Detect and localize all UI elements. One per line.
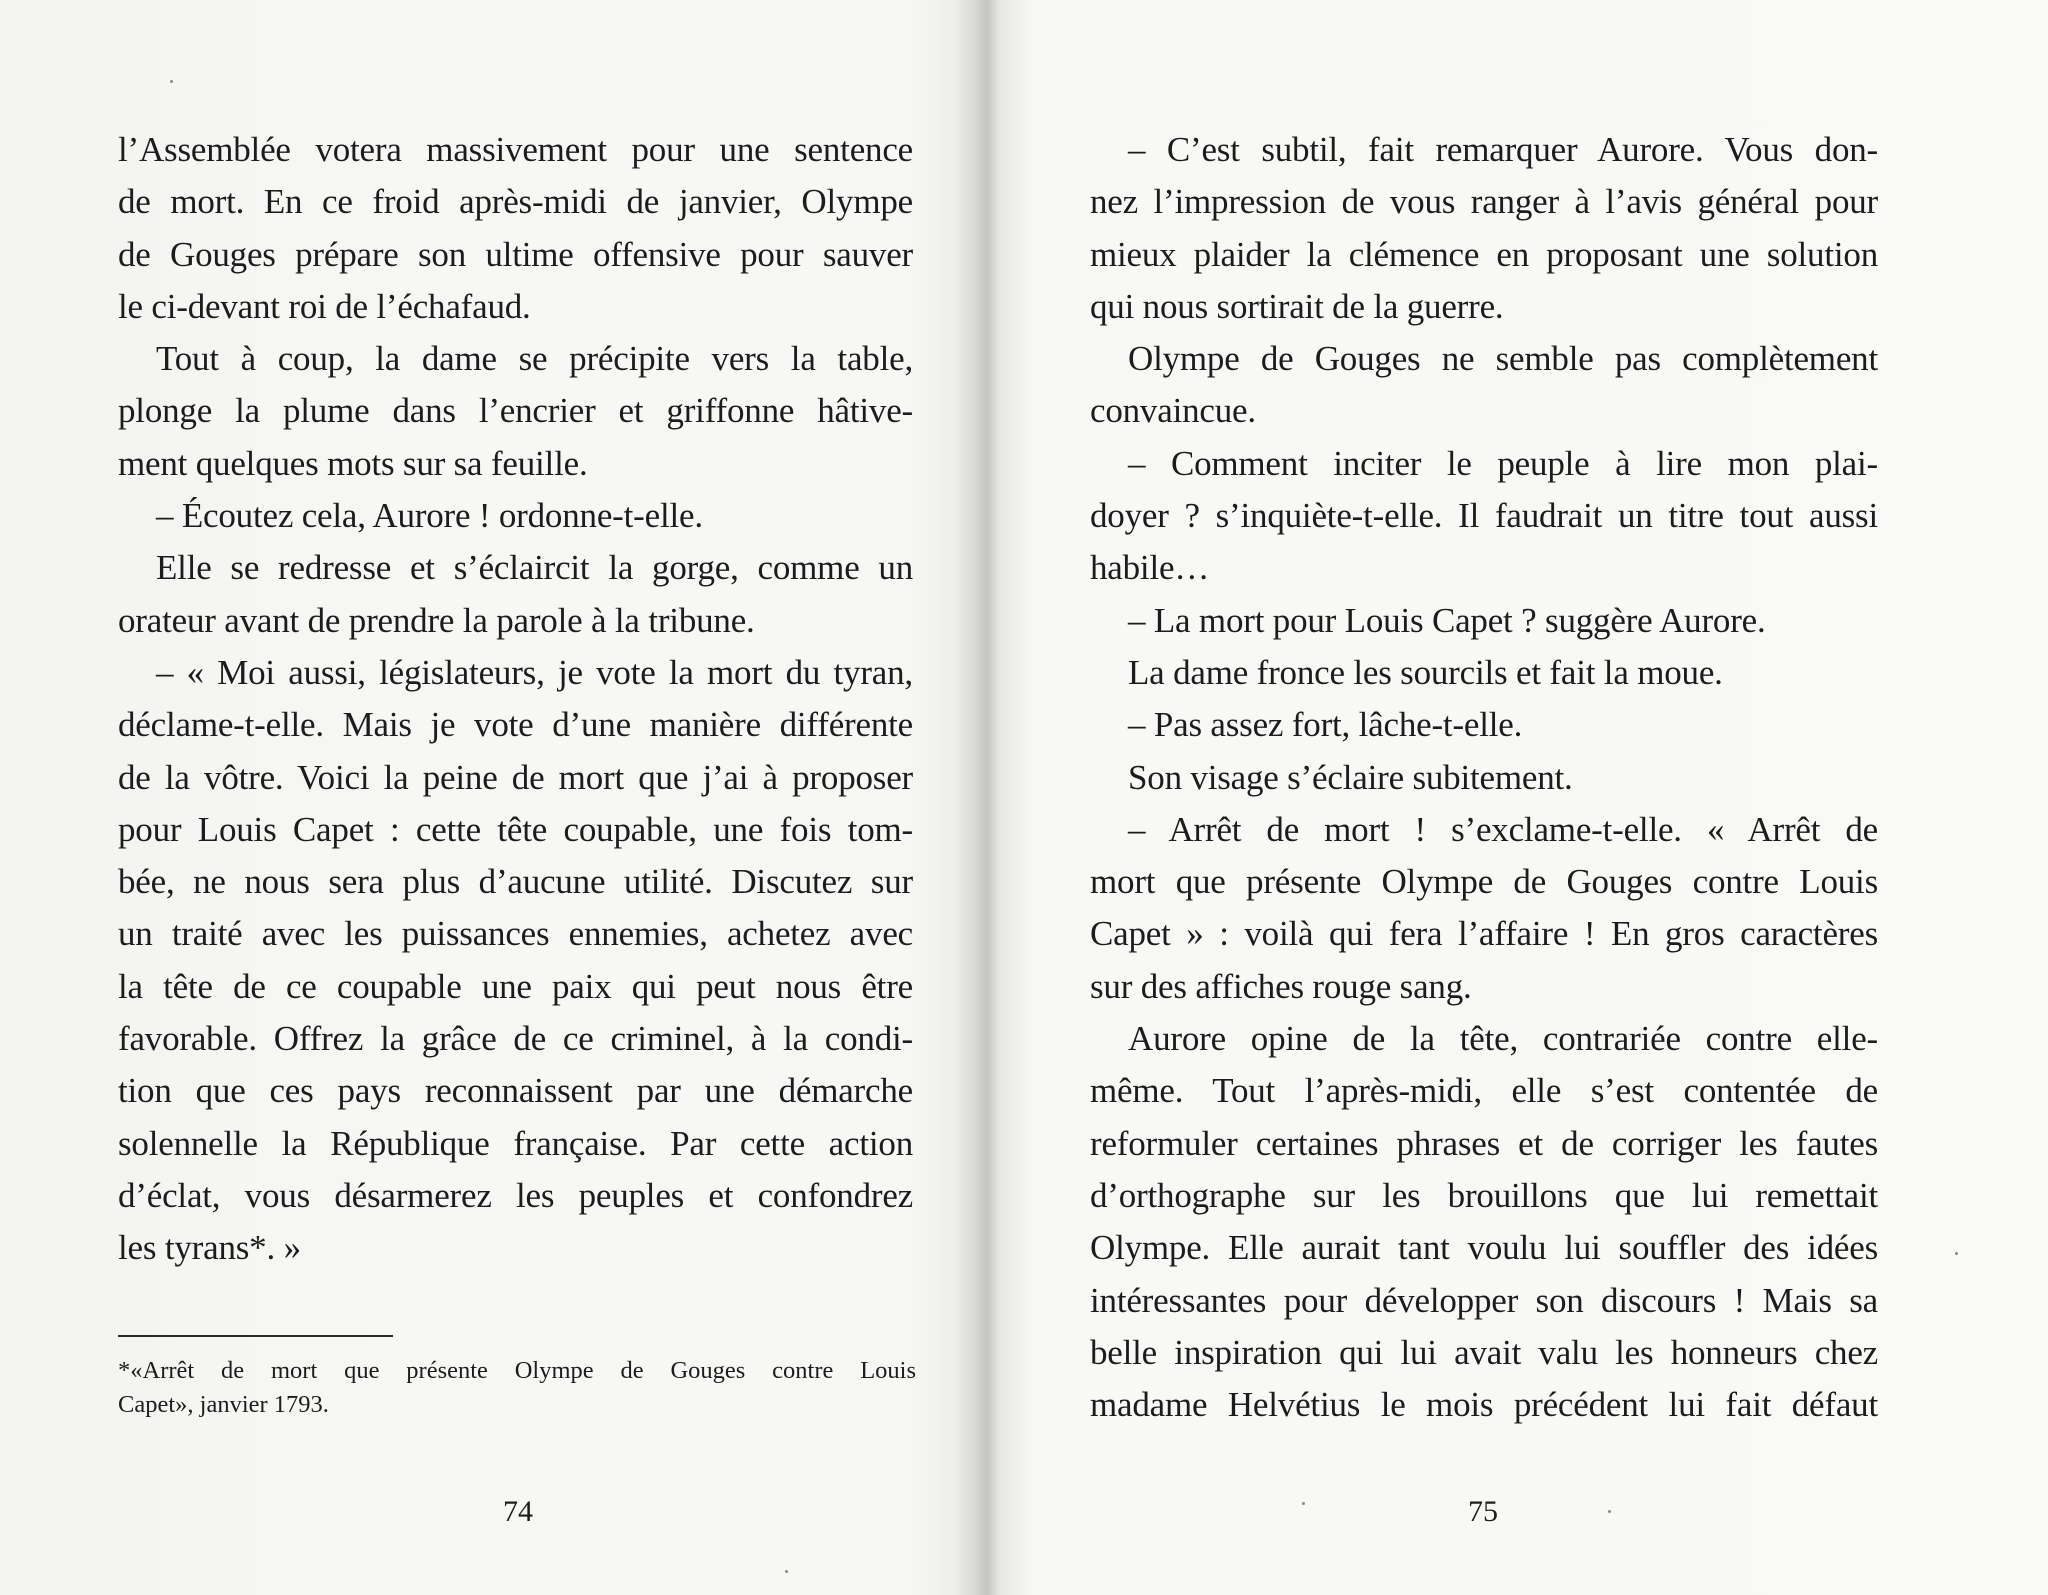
text-line: de mort. En ce froid après-midi de janvier, Olympe [118,182,913,222]
text-line: de Gouges prépare son ultime offensive pour sauver [118,234,913,274]
paper-speck [785,1570,788,1573]
page-number-right: 75 [1468,1495,1498,1528]
text-line: Elle se redresse et s’éclaircit la gorge, comme un [156,548,913,588]
text-line: sur des affiches rouge sang. [1090,966,1472,1006]
text-line: La dame fronce les sourcils et fait la moue. [1128,652,1723,692]
text-line: nez l’impression de vous ranger à l’avis général pour [1090,182,1878,222]
right-page-body [1090,124,1878,1431]
paper-speck [170,80,173,83]
text-line: mort que présente Olympe de Gouges contre Louis [1090,862,1878,902]
left-page-body [118,124,913,1275]
text-line: mieux plaider la clémence en proposant une solution [1090,234,1878,274]
paper-speck [1302,1502,1305,1505]
text-line: reformuler certaines phrases et de corriger les fautes [1090,1123,1878,1163]
text-line: – La mort pour Louis Capet ? suggère Aurore. [1128,600,1766,640]
text-line: intéressantes pour développer son discours ! Mais sa [1090,1280,1878,1320]
text-line: Capet » : voilà qui fera l’affaire ! En gros caractères [1090,914,1878,954]
text-line: Tout à coup, la dame se précipite vers la table, [156,339,913,379]
text-line: la tête de ce coupable une paix qui peut nous être [118,966,913,1006]
text-line: – Pas assez fort, lâche-t-elle. [1128,705,1523,745]
text-line: bée, ne nous sera plus d’aucune utilité. Discutez sur [118,862,913,902]
text-line: belle inspiration qui lui avait valu les honneurs chez [1090,1332,1878,1372]
text-line: les tyrans*. » [118,1228,301,1268]
text-line: convaincue. [1090,391,1256,431]
text-line: Aurore opine de la tête, contrariée contre elle- [1128,1019,1878,1059]
text-line: – Arrêt de mort ! s’exclame-t-elle. « Arrêt de [1128,809,1878,849]
text-line: de la vôtre. Voici la peine de mort que j’ai à proposer [118,757,913,797]
text-line: favorable. Offrez la grâce de ce criminel, à la condi- [118,1019,913,1059]
text-line: plonge la plume dans l’encrier et griffonne hâtive- [118,391,913,431]
text-line: Olympe de Gouges ne semble pas complètement [1128,339,1878,379]
text-line: Olympe. Elle aurait tant voulu lui souffler des idées [1090,1228,1878,1268]
text-line: habile… [1090,548,1210,588]
text-line: qui nous sortirait de la guerre. [1090,286,1504,326]
text-line: Son visage s’éclaire subitement. [1128,757,1573,797]
text-line: tion que ces pays reconnaissent par une démarche [118,1071,913,1111]
text-line: – C’est subtil, fait remarquer Aurore. Vous don- [1128,130,1878,169]
text-line: madame Helvétius le mois précédent lui fait défaut [1090,1385,1878,1425]
left-page [118,0,916,1595]
text-line: doyer ? s’inquiète-t-elle. Il faudrait un titre tout aussi [1090,496,1878,536]
text-line: même. Tout l’après-midi, elle s’est contentée de [1090,1071,1878,1111]
paper-speck [1608,1510,1611,1513]
text-line: pour Louis Capet : cette tête coupable, une fois tom- [118,809,913,849]
paper-speck [1955,1252,1958,1255]
text-line: – Écoutez cela, Aurore ! ordonne-t-elle. [156,496,703,536]
text-line: un traité avec les puissances ennemies, achetez avec [118,914,913,954]
text-line: – « Moi aussi, législateurs, je vote la mort du tyran, [156,652,913,692]
footnote-line: Capet», janvier 1793. [118,1391,329,1418]
text-line: – Comment inciter le peuple à lire mon plai- [1128,443,1878,483]
text-line: le ci-devant roi de l’échafaud. [118,286,531,326]
text-line: d’éclat, vous désarmerez les peuples et confondrez [118,1175,913,1215]
footnote-divider [118,1335,393,1337]
text-line: l’Assemblée votera massivement pour une sentence [118,130,913,169]
text-line: déclame-t-elle. Mais je vote d’une manière différente [118,705,913,745]
footnote-line: *«Arrêt de mort que présente Olympe de Gouges contre Louis [118,1357,916,1384]
text-line: solennelle la République française. Par cette action [118,1123,913,1163]
footnote [118,1354,916,1422]
right-page [1090,0,1878,1595]
text-line: orateur avant de prendre la parole à la tribune. [118,600,755,640]
page-number-left: 74 [503,1495,533,1528]
text-line: ment quelques mots sur sa feuille. [118,443,588,483]
text-line: d’orthographe sur les brouillons que lui remettait [1090,1175,1878,1215]
